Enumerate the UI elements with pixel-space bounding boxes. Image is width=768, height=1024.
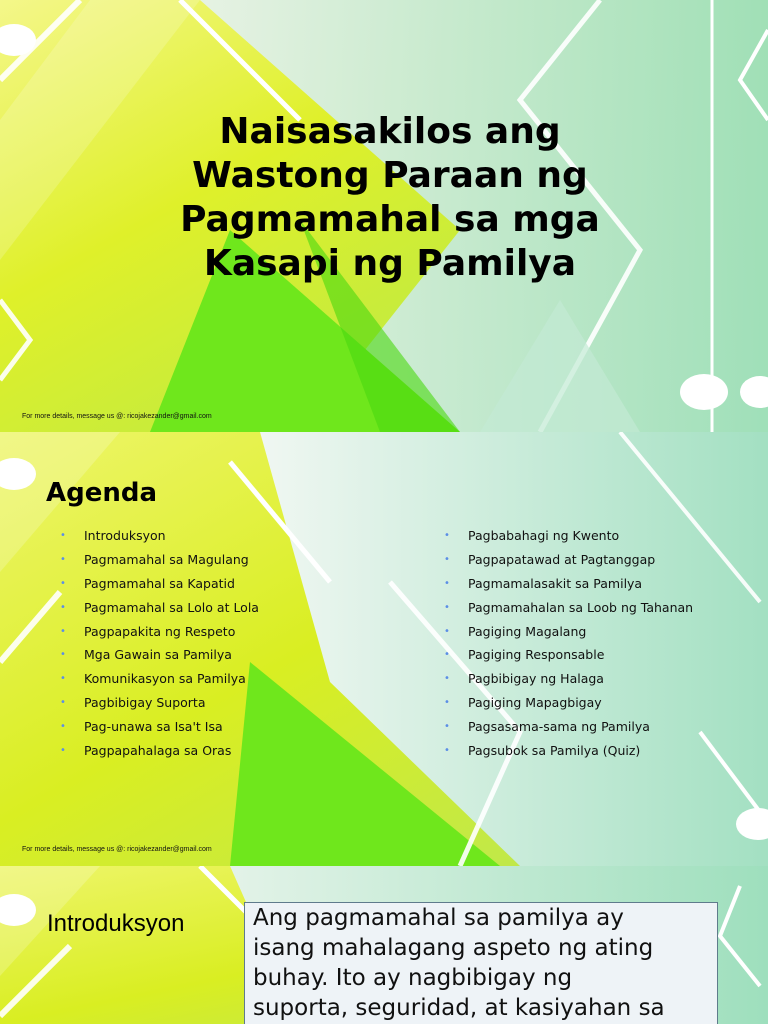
list-item: • Introduksyon: [60, 524, 259, 548]
list-item: • Pagiging Responsable: [444, 643, 693, 667]
list-item: • Pagbabahagi ng Kwento: [444, 524, 693, 548]
list-item: • Komunikasyon sa Pamilya: [60, 667, 259, 691]
bullet-icon: •: [444, 577, 450, 589]
intro-text-line: isang mahalagang aspeto ng ating: [253, 935, 654, 961]
list-item: • Pagmamahal sa Kapatid: [60, 572, 259, 596]
title-line: Kasapi ng Pamilya: [203, 243, 577, 284]
agenda-heading: Agenda: [46, 478, 158, 508]
list-item: • Pagbibigay Suporta: [60, 691, 259, 715]
bullet-icon: •: [444, 697, 450, 709]
bullet-icon: •: [444, 745, 450, 757]
list-item: • Pagmamalasakit sa Pamilya: [444, 572, 693, 596]
list-item: • Pagbibigay ng Halaga: [444, 667, 693, 691]
intro-text-line: Ang pagmamahal sa pamilya ay: [253, 905, 624, 931]
list-item: • Pagmamahal sa Magulang: [60, 548, 259, 572]
bullet-icon: •: [444, 721, 450, 733]
list-item: • Pagmamahal sa Lolo at Lola: [60, 596, 259, 620]
bullet-icon: •: [60, 649, 66, 661]
bullet-icon: •: [60, 697, 66, 709]
bullet-icon: •: [444, 601, 450, 613]
bullet-icon: •: [60, 553, 66, 565]
list-item: • Pagsasama-sama ng Pamilya: [444, 715, 693, 739]
list-item: • Pagsubok sa Pamilya (Quiz): [444, 739, 693, 763]
list-item: • Pagpapahalaga sa Oras: [60, 739, 259, 763]
intro-heading: Introduksyon: [47, 910, 185, 937]
list-item: • Pagpapakita ng Respeto: [60, 620, 259, 644]
title-line: Pagmamahal sa mga: [180, 199, 600, 240]
agenda-slide: [0, 432, 768, 866]
agenda-list-right: [444, 524, 693, 763]
title-slide: [0, 0, 768, 432]
list-item: • Pag-unawa sa Isa't Isa: [60, 715, 259, 739]
introduction-slide: [0, 866, 768, 1024]
intro-text-line: suporta, seguridad, at kasiyahan sa: [253, 995, 665, 1021]
bullet-icon: •: [444, 553, 450, 565]
bullet-icon: •: [444, 625, 450, 637]
bullet-icon: •: [60, 745, 66, 757]
bullet-icon: •: [60, 625, 66, 637]
bullet-icon: •: [444, 530, 450, 541]
title-line: Wastong Paraan ng: [192, 155, 588, 196]
intro-text-box: [244, 902, 718, 1024]
list-item: • Pagmamahalan sa Loob ng Tahanan: [444, 596, 693, 620]
bullet-icon: •: [60, 577, 66, 589]
bullet-icon: •: [60, 673, 66, 685]
list-item: • Pagiging Magalang: [444, 620, 693, 644]
bullet-icon: •: [60, 721, 66, 733]
list-item: • Mga Gawain sa Pamilya: [60, 643, 259, 667]
footer-contact: For more details, message us @: ricojakezander@gmail.com: [22, 846, 212, 853]
agenda-list-left: [60, 524, 259, 763]
bullet-icon: •: [444, 673, 450, 685]
footer-contact: For more details, message us @: ricojakezander@gmail.com: [22, 413, 212, 420]
list-item: • Pagpapatawad at Pagtanggap: [444, 548, 693, 572]
bullet-icon: •: [60, 601, 66, 613]
presentation-title: [150, 110, 630, 286]
bullet-icon: •: [444, 649, 450, 661]
list-item: • Pagiging Mapagbigay: [444, 691, 693, 715]
title-line: Naisasakilos ang: [219, 111, 561, 152]
bullet-icon: •: [60, 530, 66, 541]
intro-text-line: buhay. Ito ay nagbibigay ng: [253, 965, 573, 991]
